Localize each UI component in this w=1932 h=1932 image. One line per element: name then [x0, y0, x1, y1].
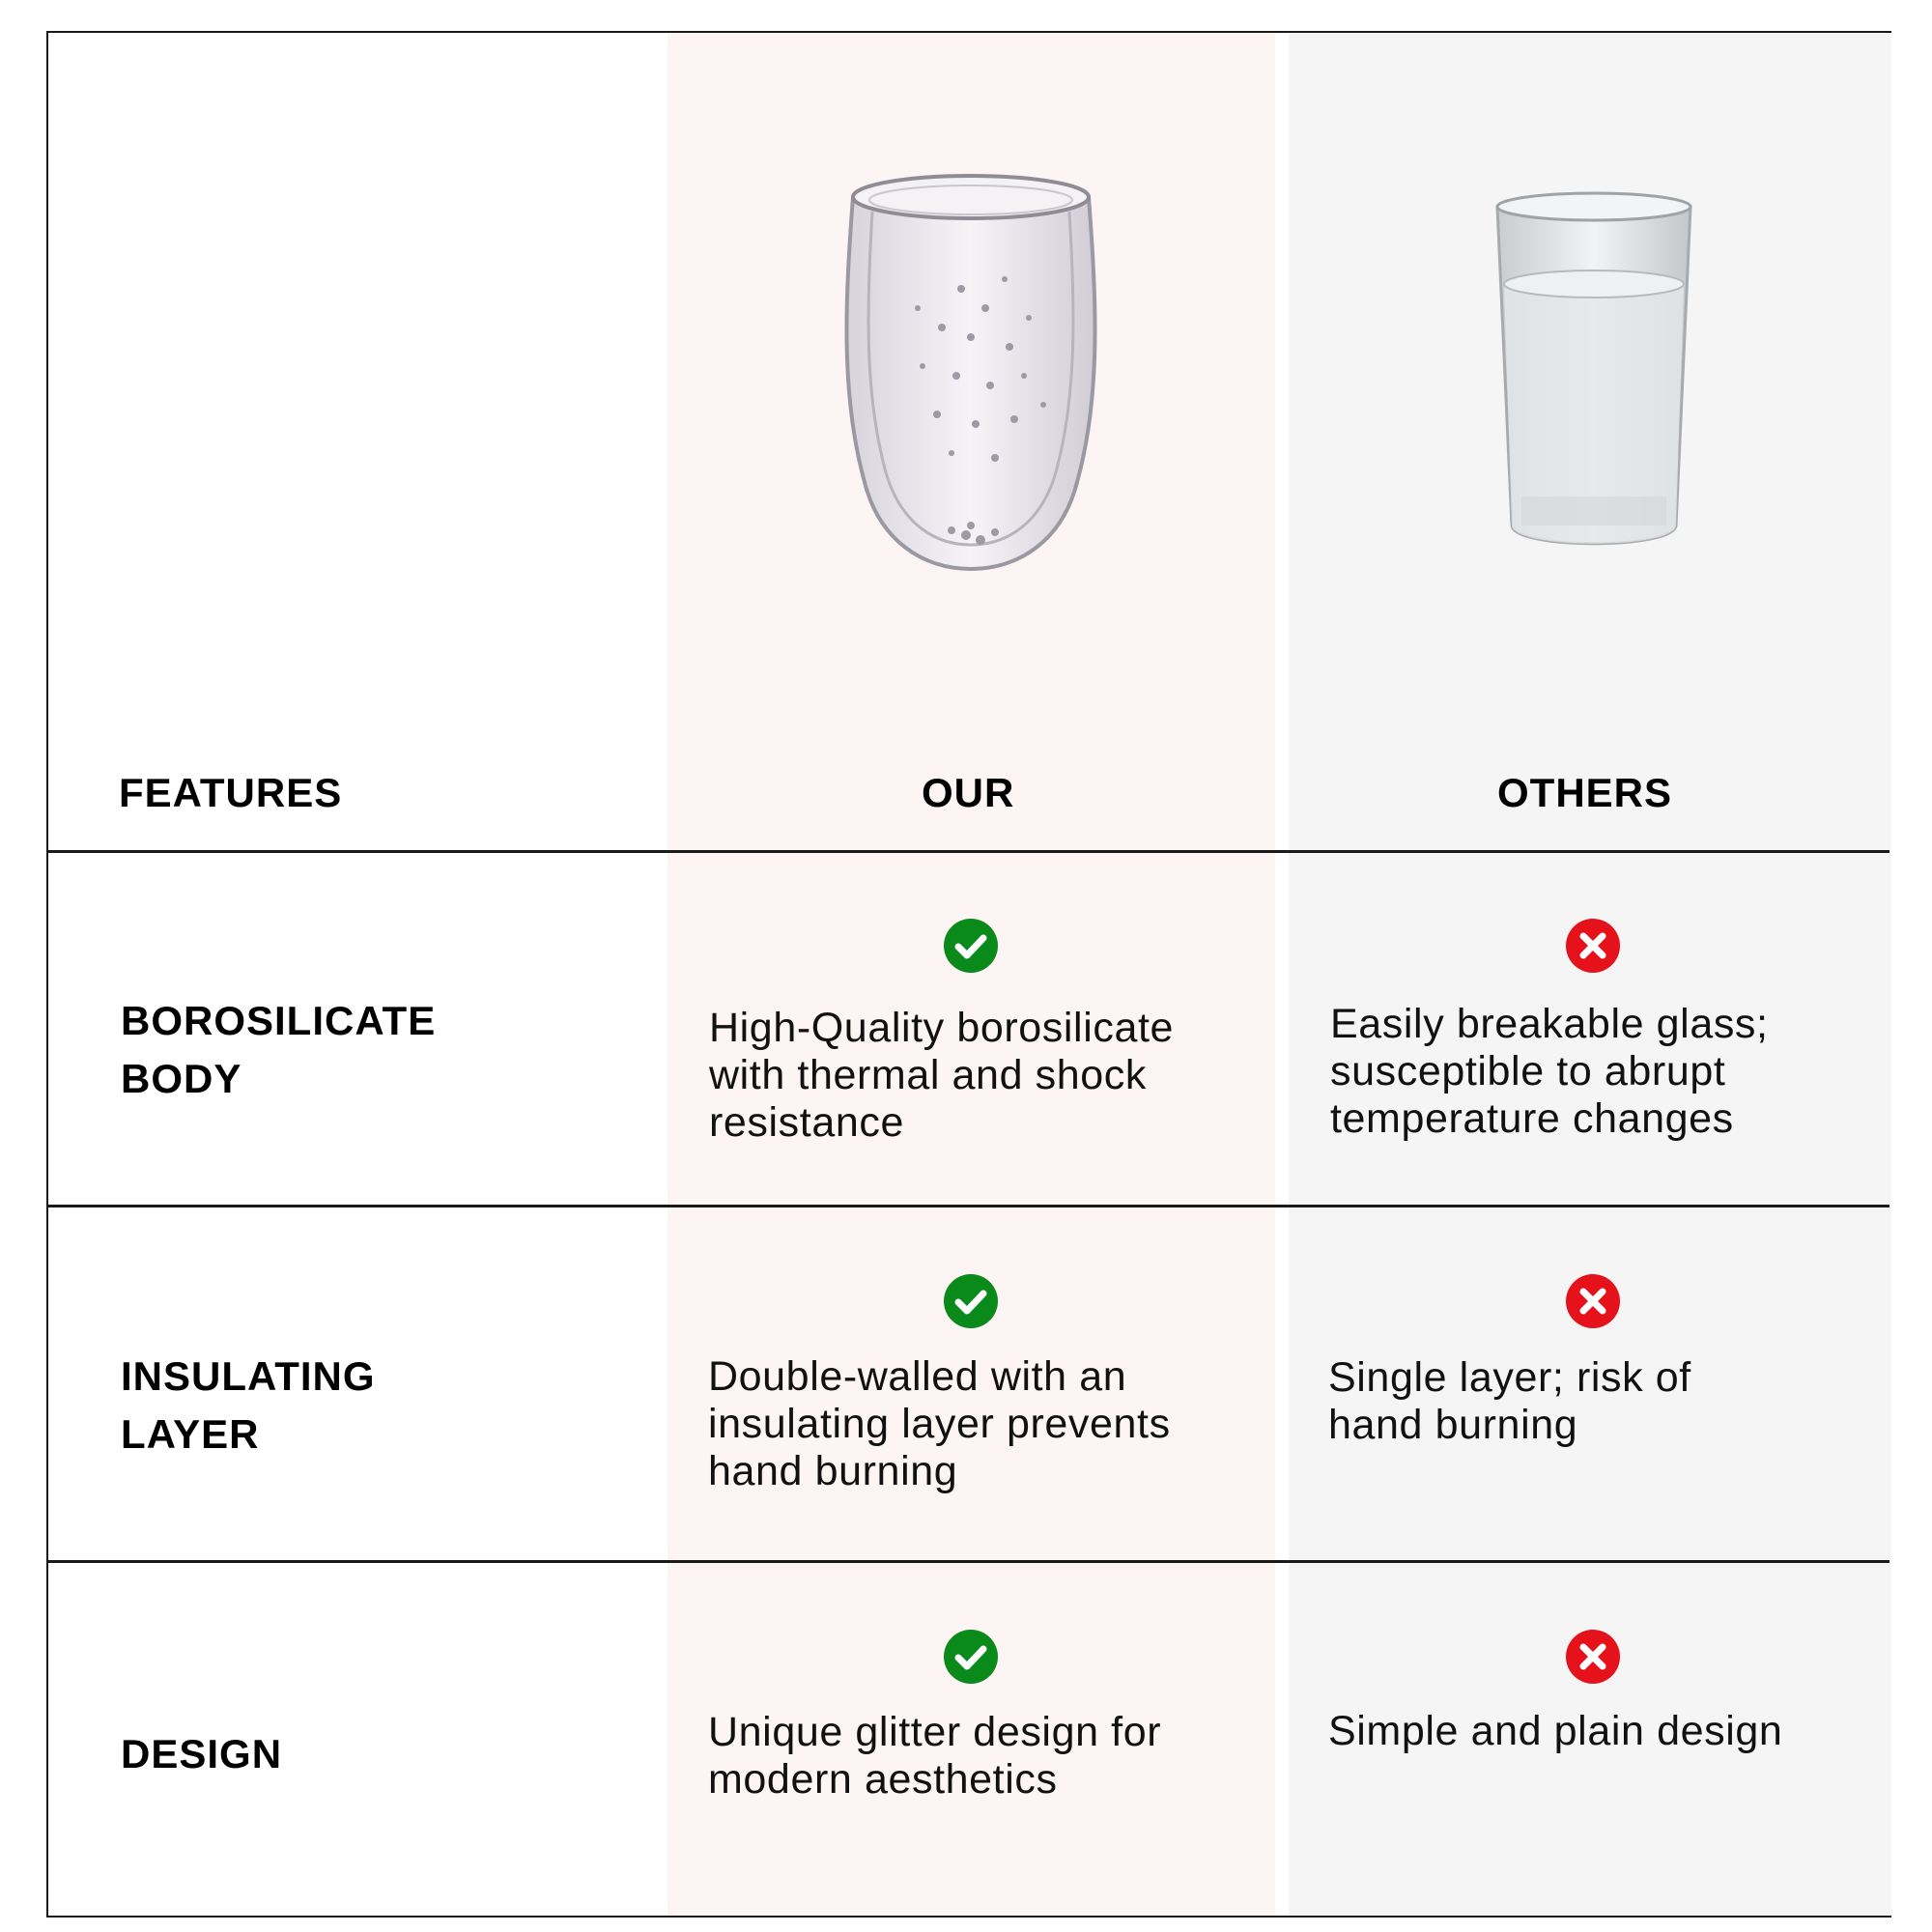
others-description: Easily breakable glass; susceptible to abrupt temperature changes	[1330, 1001, 1769, 1142]
check-icon	[944, 1630, 998, 1684]
feature-label-design	[121, 1725, 282, 1783]
row-divider	[48, 1560, 1889, 1563]
cross-icon	[1566, 1274, 1620, 1328]
our-description: Unique glitter design for modern aesthetics	[708, 1709, 1162, 1803]
our-header: OUR	[922, 770, 1015, 815]
others-description: Simple and plain design	[1328, 1708, 1783, 1754]
comparison-table	[46, 31, 1891, 1918]
feature-label-insulating	[121, 1348, 376, 1463]
row-divider	[48, 1205, 1889, 1208]
features-header: FEATURES	[119, 770, 343, 815]
feature-label-line: DESIGN	[121, 1731, 283, 1776]
feature-label-line: BODY	[121, 1056, 242, 1101]
feature-label-line: INSULATING	[121, 1353, 376, 1399]
feature-label-line: BOROSILICATE	[121, 998, 437, 1043]
check-icon	[944, 1274, 998, 1328]
feature-label-line: LAYER	[121, 1411, 260, 1457]
others-header: OTHERS	[1497, 770, 1673, 815]
feature-label-borosilicate	[121, 992, 436, 1108]
others-description: Single layer; risk of hand burning	[1328, 1354, 1691, 1448]
cross-icon	[1566, 919, 1620, 973]
check-icon	[944, 919, 998, 973]
our-description: High-Quality borosilicate with thermal and shock resistance	[709, 1005, 1175, 1146]
double-walled-glitter-glass-icon	[826, 144, 1116, 579]
row-divider	[48, 850, 1889, 853]
plain-water-glass-icon	[1483, 168, 1705, 574]
cross-icon	[1566, 1630, 1620, 1684]
our-description: Double-walled with an insulating layer prevents hand burning	[708, 1353, 1171, 1494]
